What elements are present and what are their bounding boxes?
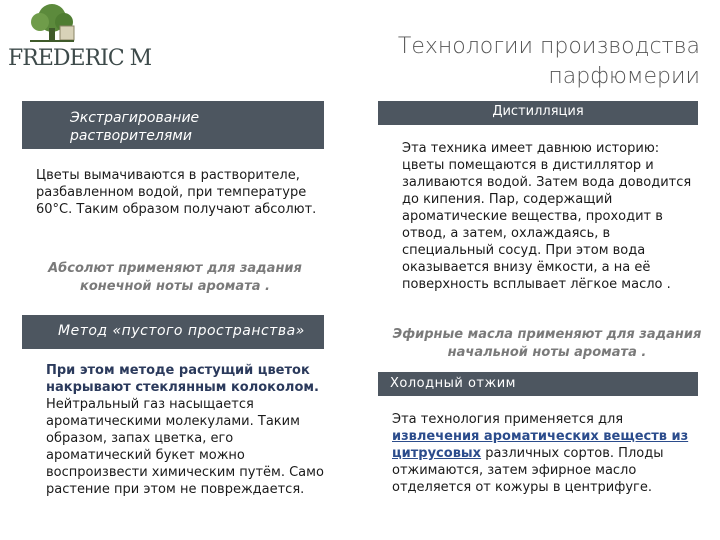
cold-press-body-start: Эта технология применяется для <box>392 412 624 427</box>
extraction-note: Абсолют применяют для задания конечной ноты аромата . <box>48 261 302 294</box>
tree-logo-icon <box>26 2 78 46</box>
section-heading-cold-press <box>378 372 698 396</box>
section-heading-vacuum-label: Метод «пустого пространства» <box>58 323 305 339</box>
section-heading-distillation <box>378 101 698 125</box>
cold-press-body-highlight: извлечения ароматических веществ из цитрусовых <box>392 429 689 461</box>
vacuum-body-highlight: При этом методе растущий цветок накрывают стеклянным колоколом. <box>46 363 319 395</box>
cold-press-body <box>392 411 702 496</box>
vacuum-body-rest: Нейтральный газ насыщается ароматическими молекулами. Таким образом, запах цветка, его ароматический букет можно воспроизвести химическим путём. Само растение при этом не повреждается. <box>46 397 324 497</box>
section-heading-extraction-label: Экстрагирование растворителями <box>70 110 200 144</box>
section-heading-vacuum <box>22 315 324 349</box>
company-logo <box>8 2 152 82</box>
section-heading-cold-press-label: Холодный отжим <box>390 376 516 391</box>
extraction-body: Цветы вымачиваются в растворителе, разбавленном водой, при температуре 60°С. Таким образом получают абсолют. <box>36 168 317 217</box>
section-heading-distillation-label: Дистилляция <box>492 104 584 119</box>
section-heading-extraction <box>22 101 324 149</box>
cold-press-body-rest: различных сортов. Плоды отжимаются, затем эфирное масло отделяется от кожуры в центрифуге. <box>392 446 664 495</box>
page-title: Технологии производства парфюмерии <box>397 34 700 89</box>
logo-text: FREDERIC M <box>8 46 152 71</box>
distillation-note: Эфирные масла применяют для задания начальной ноты аромата . <box>392 327 702 360</box>
distillation-body: Эта техника имеет давнюю историю: цветы помещаются в дистиллятор и заливаются водой. Затем вода доводится до кипения. Пар, содержащий ароматические вещества, проходит в отвод, а затем, охлаждаясь, в специальный сосуд. При этом вода оказывается внизу ёмкости, а на её поверхность всплывает лёгкое масло . <box>402 141 692 292</box>
vacuum-body <box>46 362 336 498</box>
